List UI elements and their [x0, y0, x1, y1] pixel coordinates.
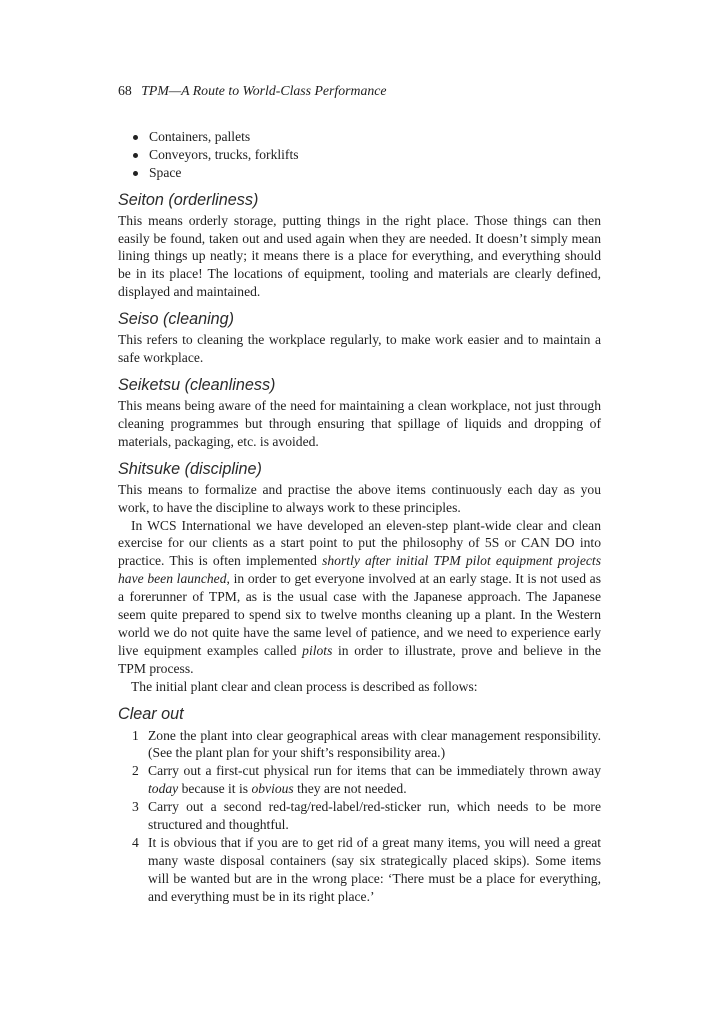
heading-seiton: Seiton (orderliness) [118, 190, 259, 209]
heading-seiso: Seiso (cleaning) [118, 310, 235, 329]
paragraph-shitsuke: This means to formalize and practise the above items continuously each day as you work, to have the discipline to always work to these principles. [118, 481, 601, 515]
item-text: It is obvious that if you are to get rid of a great many items, you will need a great many waste disposal containers (say six strategically placed skips). Some items will be wanted but are in the wrong place: ‘There must be a place for everything, and everything must be in its right place.’ [148, 835, 601, 904]
paragraph-process-intro: The initial plant clear and clean process is described as follows: [131, 678, 478, 694]
heading-shitsuke: Shitsuke (discipline) [118, 459, 262, 478]
bullet-item: Space [118, 164, 601, 182]
bullet-list [118, 128, 601, 182]
running-title: TPM—A Route to World-Class Performance [141, 83, 387, 98]
item-number: 1 [132, 727, 139, 743]
text-run: because it is [178, 781, 252, 797]
item-number: 3 [132, 799, 139, 815]
emphasis-text: today [148, 781, 179, 797]
page-number: 68 [118, 83, 132, 98]
text-run: , in order to get everyone involved at an early stage. It is not used as a forerunner of TPM, as is the usual case with the Japanese approach. The Japanese seem quite prepared to spend six to twelve months cleaning up a plant. In the Western world we do not quite have the same level of patience, and we need to experience early live equipment examples called [118, 571, 601, 658]
paragraph-seiso: This refers to cleaning the workplace regularly, to make work easier and to maintain a safe workplace. [118, 332, 601, 366]
list-item [118, 727, 601, 763]
emphasis-text: shortly after initial TPM pilot equipment projects have been launched [118, 553, 601, 587]
text-run: Carry out a first-cut physical run for items that can be immediately thrown away [148, 763, 601, 779]
list-item [118, 798, 601, 834]
item-number: 4 [132, 835, 139, 850]
text-run: in order to illustrate, prove and believe in the TPM process. [118, 642, 601, 676]
text-run: In WCS International we have developed an eleven-step plant-wide clear and clean exercise for our clients as a start point to put the philosophy of 5S or CAN DO into practice. This is often implemented [118, 517, 601, 569]
paragraph-seiketsu: This means being aware of the need for maintaining a clean workplace, not just through cleaning programmes but through ensuring that spillage of liquids and dropping of materials, packaging, etc. is avoided. [118, 397, 601, 449]
item-text: Carry out a second red-tag/red-label/red-sticker run, which needs to be more structured and thoughtful. [148, 799, 601, 833]
bullet-item: Conveyors, trucks, forklifts [118, 146, 601, 164]
heading-seiketsu: Seiketsu (cleanliness) [118, 375, 276, 394]
list-item [118, 762, 601, 798]
numbered-list [118, 727, 601, 906]
emphasis-text: obvious [251, 781, 294, 797]
paragraph-seiton: This means orderly storage, putting things in the right place. Those things can then easily be found, taken out and used again when they are needed. It doesn’t simply mean lining things up neatly; it means there is a place for everything, and everything should be in its place! The locations of equipment, tooling and materials are clearly defined, displayed and maintained. [118, 212, 601, 300]
paragraph-wcs [118, 517, 601, 678]
book-page [118, 82, 601, 906]
emphasis-text: pilots [302, 642, 333, 658]
heading-clear-out: Clear out [118, 704, 184, 723]
item-number: 2 [132, 763, 139, 779]
list-item [118, 834, 601, 906]
running-header [118, 82, 601, 100]
text-run: they are not needed. [293, 781, 407, 797]
bullet-item: Containers, pallets [118, 128, 601, 146]
item-text: Zone the plant into clear geographical areas with clear management responsibility. (See the plant plan for your shift’s responsibility area.) [148, 727, 601, 761]
